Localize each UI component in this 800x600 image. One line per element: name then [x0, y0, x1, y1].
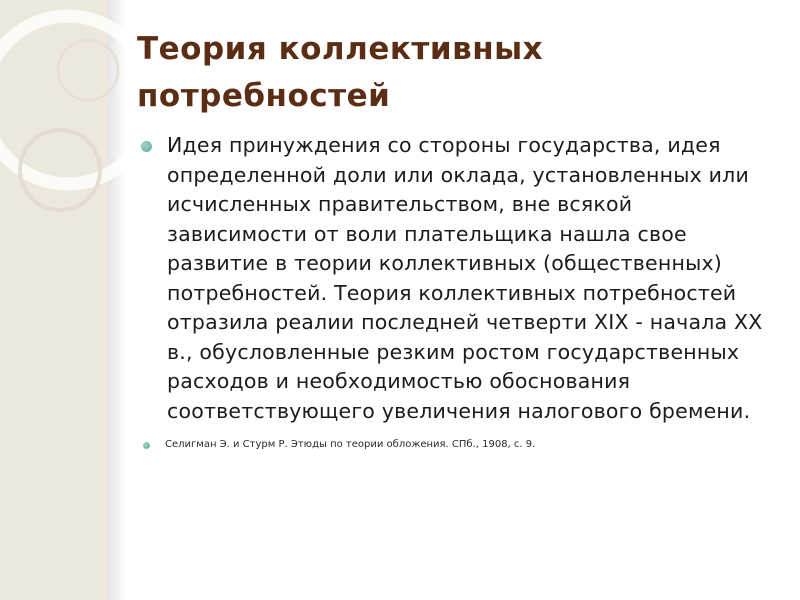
slide-content	[137, 131, 777, 452]
footnote-item	[137, 438, 777, 452]
slide-title: Теория коллективных потребностей	[137, 31, 544, 114]
bullet-item	[137, 131, 777, 426]
bullet-dot-icon	[141, 141, 152, 152]
bullet-dot-icon	[143, 442, 150, 449]
footnote-text: Селигман Э. и Стурм Р. Этюды по теории обложения. СПб., 1908, с. 9.	[165, 439, 536, 450]
bullet-text: Идея принуждения со стороны государства, идея определенной доли или оклада, установленных или исчисленных правительством, вне всякой зависимости от воли плательщика нашла свое развитие в теории коллективных (общественных) потребностей. Теория коллективных потребностей отразила реалии последней четверти XIX - начала XX в., обусловленные резким ростом государственных расходов и необходимостью обоснования соответствующего увеличения налогового бремени.	[167, 133, 763, 423]
